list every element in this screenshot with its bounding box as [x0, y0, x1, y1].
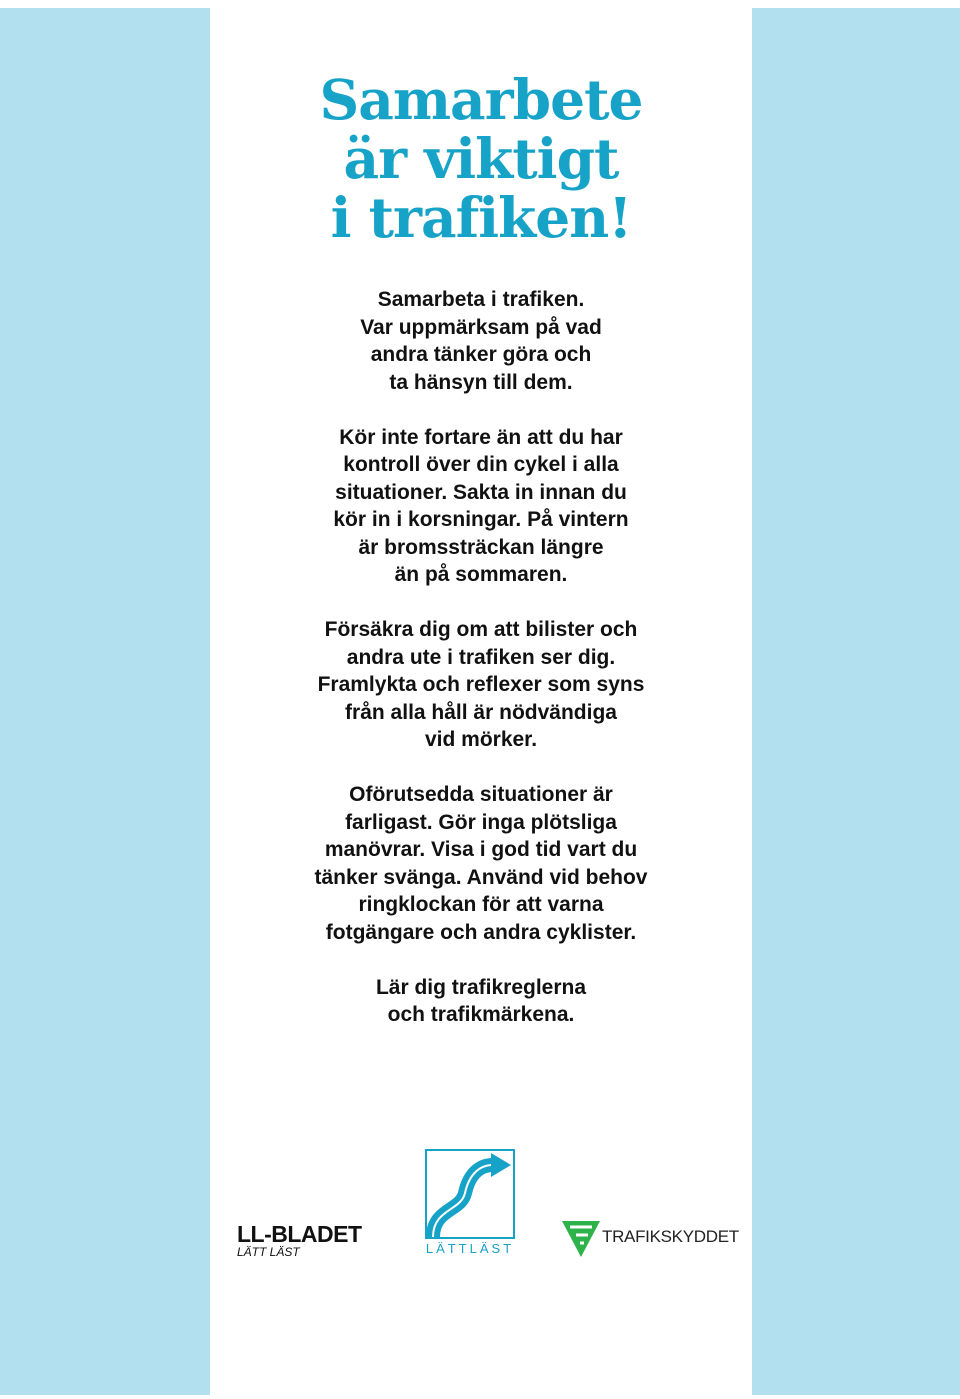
text-line: från alla håll är nödvändiga: [345, 700, 617, 724]
title-line: Samarbete: [319, 67, 643, 132]
paragraph-cooperate: [210, 286, 752, 396]
text-line: situationer. Sakta in innan du: [335, 480, 627, 504]
text-line: Försäkra dig om att bilister och: [324, 618, 638, 641]
text-line: vid mörker.: [424, 728, 538, 751]
paragraph-rules: [210, 974, 752, 1029]
lattlast-arrow-icon: [421, 1149, 519, 1241]
text-line: farligast. Gör inga plötsliga: [345, 810, 617, 834]
paragraph-unexpected: [210, 781, 752, 946]
text-line: och trafikmärkena.: [387, 1003, 575, 1026]
text-line: än på sommaren.: [394, 563, 568, 586]
trafikskyddet-text: TRAFIKSKYDDET: [602, 1227, 739, 1246]
text-line: Kör inte fortare än att du har: [339, 425, 623, 449]
text-line: andra tänker göra och: [370, 343, 592, 366]
title-line: i trafiken!: [330, 185, 632, 250]
body-text: [210, 286, 752, 1056]
title-line: är viktigt: [343, 126, 619, 191]
text-line: ringklockan för att varna: [358, 893, 604, 916]
text-line: kontroll över din cykel i alla: [343, 453, 619, 476]
paragraph-speed: [210, 424, 752, 589]
text-line: är bromssträckan längre: [358, 535, 604, 559]
text-line: ta hänsyn till dem.: [389, 370, 573, 394]
trafikskyddet-emblem-icon: [560, 1217, 602, 1259]
text-line: andra ute i trafiken ser dig.: [346, 645, 616, 669]
text-line: kör in i korsningar. På vintern: [333, 508, 629, 531]
text-line: Lär dig trafikreglerna: [375, 975, 587, 999]
trafikskyddet-logo: [560, 1217, 739, 1259]
text-line: Var uppmärksam på vad: [360, 315, 602, 339]
ll-bladet-title: LL-BLADET: [237, 1221, 362, 1247]
lattlast-logo: [421, 1149, 519, 1261]
text-line: manövrar. Visa i god tid vart du: [324, 838, 638, 861]
page-title: [210, 67, 752, 250]
ll-bladet-logo: [237, 1222, 367, 1262]
ll-bladet-subtitle: LÄTT LÄST: [237, 1245, 300, 1259]
right-side-band: [752, 8, 960, 1395]
text-line: Oförutsedda situationer är: [349, 783, 613, 806]
paragraph-visibility: [210, 616, 752, 754]
text-line: Samarbeta i trafiken.: [377, 288, 585, 311]
left-side-band: [0, 8, 210, 1395]
text-line: fotgängare och andra cyklister.: [325, 920, 637, 944]
lattlast-text: LÄTTLÄST: [425, 1241, 515, 1256]
text-line: Framlykta och reflexer som syns: [317, 673, 645, 696]
text-line: tänker svänga. Använd vid behov: [314, 865, 648, 889]
